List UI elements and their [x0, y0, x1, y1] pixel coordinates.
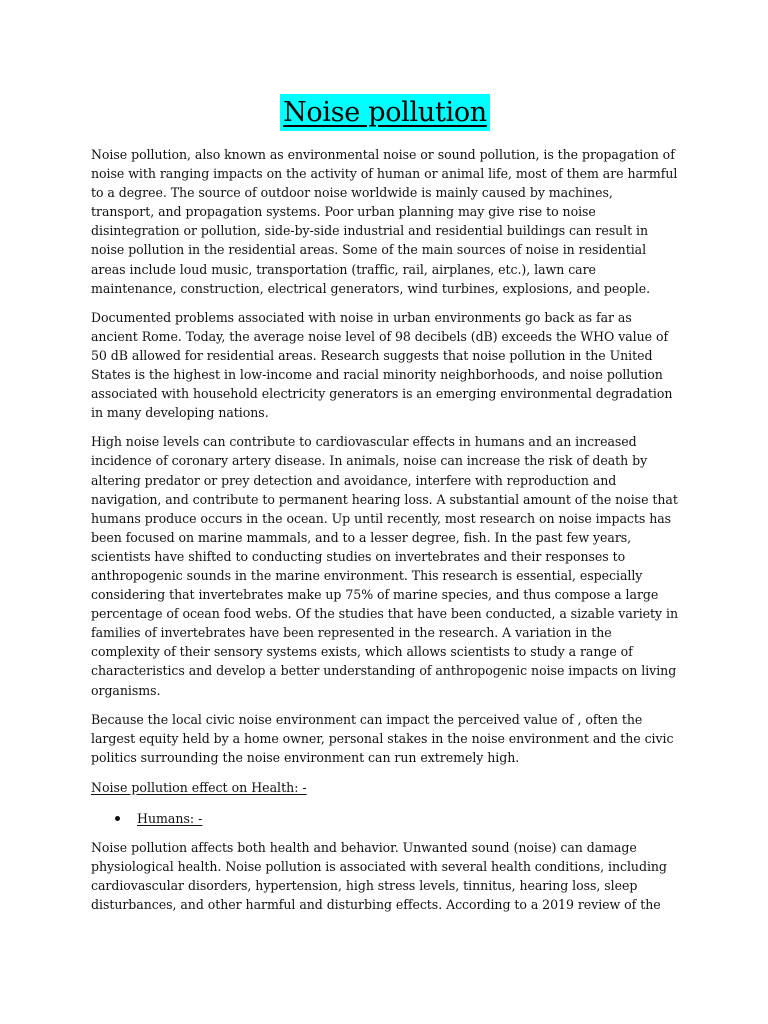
- paragraph-intro: Noise pollution, also known as environmental noise or sound pollution, is the propagation of noise with ranging impacts on the activity of human or animal life, most of them are harmful to a degree. The source of outdoor noise worldwide is mainly caused by machines, transport, and propagation systems. Poor urban planning may give rise to noise disintegration or pollution, side-by-side industrial and residential buildings can result in noise pollution in the residential areas. Some of the main sources of noise in residential areas include loud music, transportation (traffic, rail, airplanes, etc.), lawn care maintenance, construction, electrical generators, wind turbines, explosions, and people.: [91, 147, 678, 296]
- document-page: [91, 94, 679, 924]
- paragraph-effects: High noise levels can contribute to cardiovascular effects in humans and an increased incidence of coronary artery disease. In animals, noise can increase the risk of death by altering predator or prey detection and avoidance, interfere with reproduction and navigation, and contribute to permanent hearing loss. A substantial amount of the noise that humans produce occurs in the ocean. Up until recently, most research on noise impacts has been focused on marine mammals, and to a lesser degree, fish. In the past few years, scientists have shifted to conducting studies on invertebrates and their responses to anthropogenic sounds in the marine environment. This research is essential, especially considering that invertebrates make up 75% of marine species, and thus compose a large percentage of ocean food webs. Of the studies that have been conducted, a sizable variety in families of invertebrates have been represented in the research. A variation in the complexity of their sensory systems exists, which allows scientists to study a range of characteristics and develop a better understanding of anthropogenic noise impacts on living organisms.: [91, 434, 679, 698]
- paragraph-civic: Because the local civic noise environment can impact the perceived value of , often the largest equity held by a home owner, personal stakes in the noise environment and the civic politics surrounding the noise environment can run extremely high.: [91, 711, 674, 765]
- bullet-item-humans: [91, 809, 679, 828]
- paragraph-health: Noise pollution affects both health and behavior. Unwanted sound (noise) can damage physiological health. Noise pollution is associated with several health conditions, including cardiovascular disorders, hypertension, high stress levels, tinnitus, hearing loss, sleep disturbances, and other harmful and disturbing effects. According to a 2019 review of the: [91, 839, 667, 913]
- section-heading-health: Noise pollution effect on Health: -: [91, 779, 307, 795]
- document-title: Noise pollution: [280, 94, 490, 131]
- bullet-dot-icon: [115, 816, 120, 821]
- bullet-label: Humans: -: [137, 810, 203, 826]
- paragraph-history: Documented problems associated with noise in urban environments go back as far as ancient Rome. Today, the average noise level of 98 decibels (dB) exceeds the WHO value of 50 dB allowed for residential areas. Research suggests that noise pollution in the United States is the highest in low-income and racial minority neighborhoods, and noise pollution associated with household electricity generators is an emerging environmental degradation in many developing nations.: [91, 309, 673, 421]
- title-row: [91, 94, 679, 132]
- bullet-list: [91, 809, 679, 828]
